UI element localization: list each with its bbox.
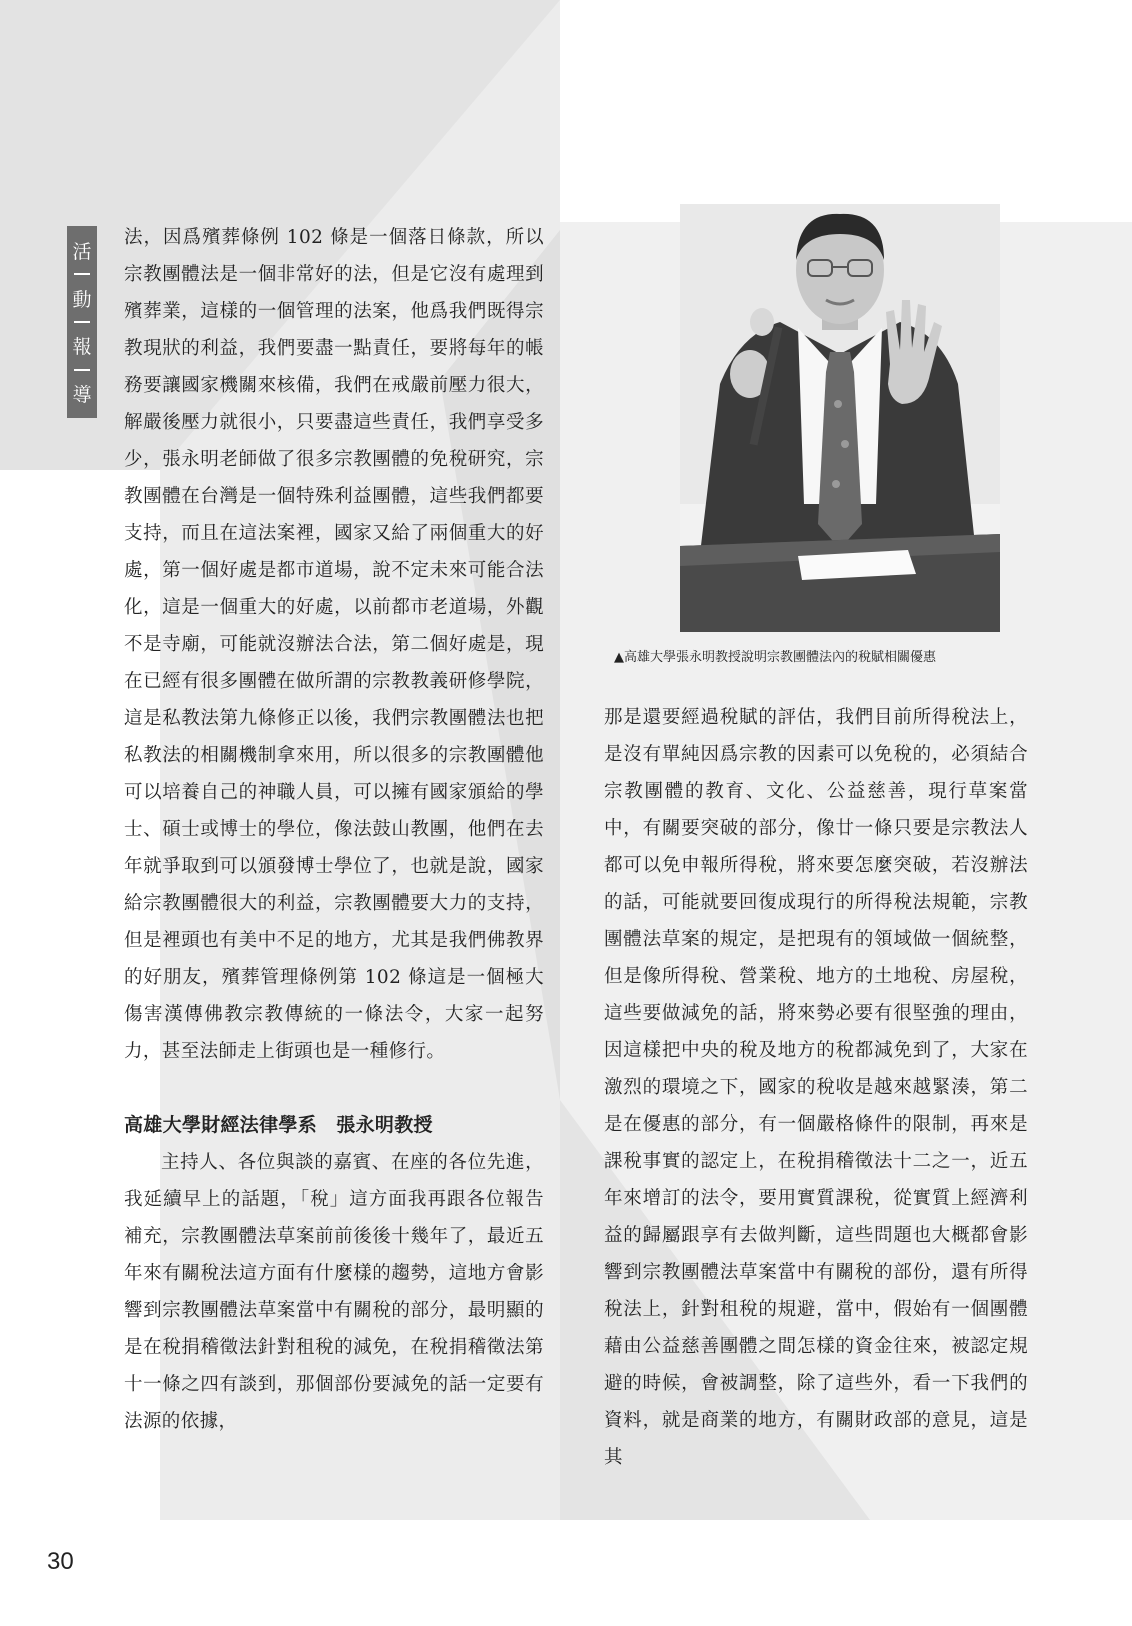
section-tab-char-1: 活 [72, 240, 92, 263]
section-tab-divider [74, 273, 90, 275]
speaker-heading: 高雄大學財經法律學系 張永明教授 [124, 1114, 433, 1136]
paragraph-gap [124, 1070, 544, 1107]
body-paragraph-2: 主持人、各位與談的嘉賓、在座的各位先進，我延續早上的話題，「稅」這方面我再跟各位報告補充，宗教團體法草案前前後後十幾年了，最近五年來有關稅法這方面有什麼樣的趨勢，這地方會影響到宗教團體法草案當中有關稅的部分，最明顯的是在稅捐稽徵法針對租稅的減免，在稅捐稽徵法第十一條之四有談到，那個部份要減免的話一定要有法源的依據， [124, 1152, 544, 1432]
section-tab-divider [74, 369, 90, 371]
section-tab-char-4: 導 [72, 384, 92, 407]
left-column [124, 219, 544, 1440]
section-tab [67, 226, 97, 418]
page-number: 30 [47, 1548, 74, 1575]
section-tab-divider [74, 321, 90, 323]
speaker-photo [680, 204, 1000, 632]
section-tab-char-2: 動 [72, 288, 92, 311]
body-paragraph-1: 法，因爲殯葬條例 102 條是一個落日條款，所以宗教團體法是一個非常好的法，但是它沒有處理到殯葬業，這樣的一個管理的法案，他爲我們既得宗教現狀的利益，我們要盡一點責任，要將每年的帳務要讓國家機關來核備，我們在戒嚴前壓力很大，解嚴後壓力就很小，只要盡這些責任，我們享受多少，張永明老師做了很多宗教團體的免稅研究，宗教團體在台灣是一個特殊利益團體，這些我們都要支持，而且在這法案裡，國家又給了兩個重大的好處，第一個好處是都市道場，說不定未來可能合法化，這是一個重大的好處，以前都市老道場，外觀不是寺廟，可能就沒辦法合法，第二個好處是，現在已經有很多團體在做所謂的宗教教義研修學院，這是私教法第九條修正以後，我們宗教團體法也把私教法的相關機制拿來用，所以很多的宗教團體他可以培養自己的神職人員，可以擁有國家頒給的學士、碩士或博士的學位，像法鼓山教團，他們在去年就爭取到可以頒發博士學位了，也就是說，國家給宗教團體很大的利益，宗教團體要大力的支持，但是裡頭也有美中不足的地方，尤其是我們佛教界的好朋友，殯葬管理條例第 102 條這是一個極大傷害漢傳佛教宗教傳統的一條法令，大家一起努力，甚至法師走上街頭也是一種修行。 [124, 227, 544, 1062]
section-tab-char-3: 報 [72, 336, 92, 359]
photo-caption: ▲高雄大學張永明教授說明宗教團體法內的稅賦相關優惠 [614, 650, 936, 665]
right-column [604, 699, 1028, 1476]
body-paragraph-3: 那是還要經過稅賦的評估，我們目前所得稅法上，是沒有單純因爲宗教的因素可以免稅的，必須結合宗教團體的教育、文化、公益慈善，現行草案當中，有關要突破的部分，像廿一條只要是宗教法人都可以免申報所得稅，將來要怎麼突破，若沒辦法的話，可能就要回復成現行的所得稅法規範，宗教團體法草案的規定，是把現有的領域做一個統整，但是像所得稅、營業稅、地方的土地稅、房屋稅，這些要做減免的話，將來勢必要有很堅強的理由，因這樣把中央的稅及地方的稅都減免到了，大家在激烈的環境之下，國家的稅收是越來越緊湊，第二是在優惠的部分，有一個嚴格條件的限制，再來是課稅事實的認定上，在稅捐稽徵法十二之一，近五年來增訂的法令，要用實質課稅，從實質上經濟利益的歸屬跟享有去做判斷，這些問題也大概都會影響到宗教團體法草案當中有關稅的部份，還有所得稅法上，針對租稅的規避，當中，假始有一個團體藉由公益慈善團體之間怎樣的資金往來，被認定規避的時候，會被調整，除了這些外，看一下我們的資料，就是商業的地方，有關財政部的意見，這是其 [604, 707, 1028, 1468]
